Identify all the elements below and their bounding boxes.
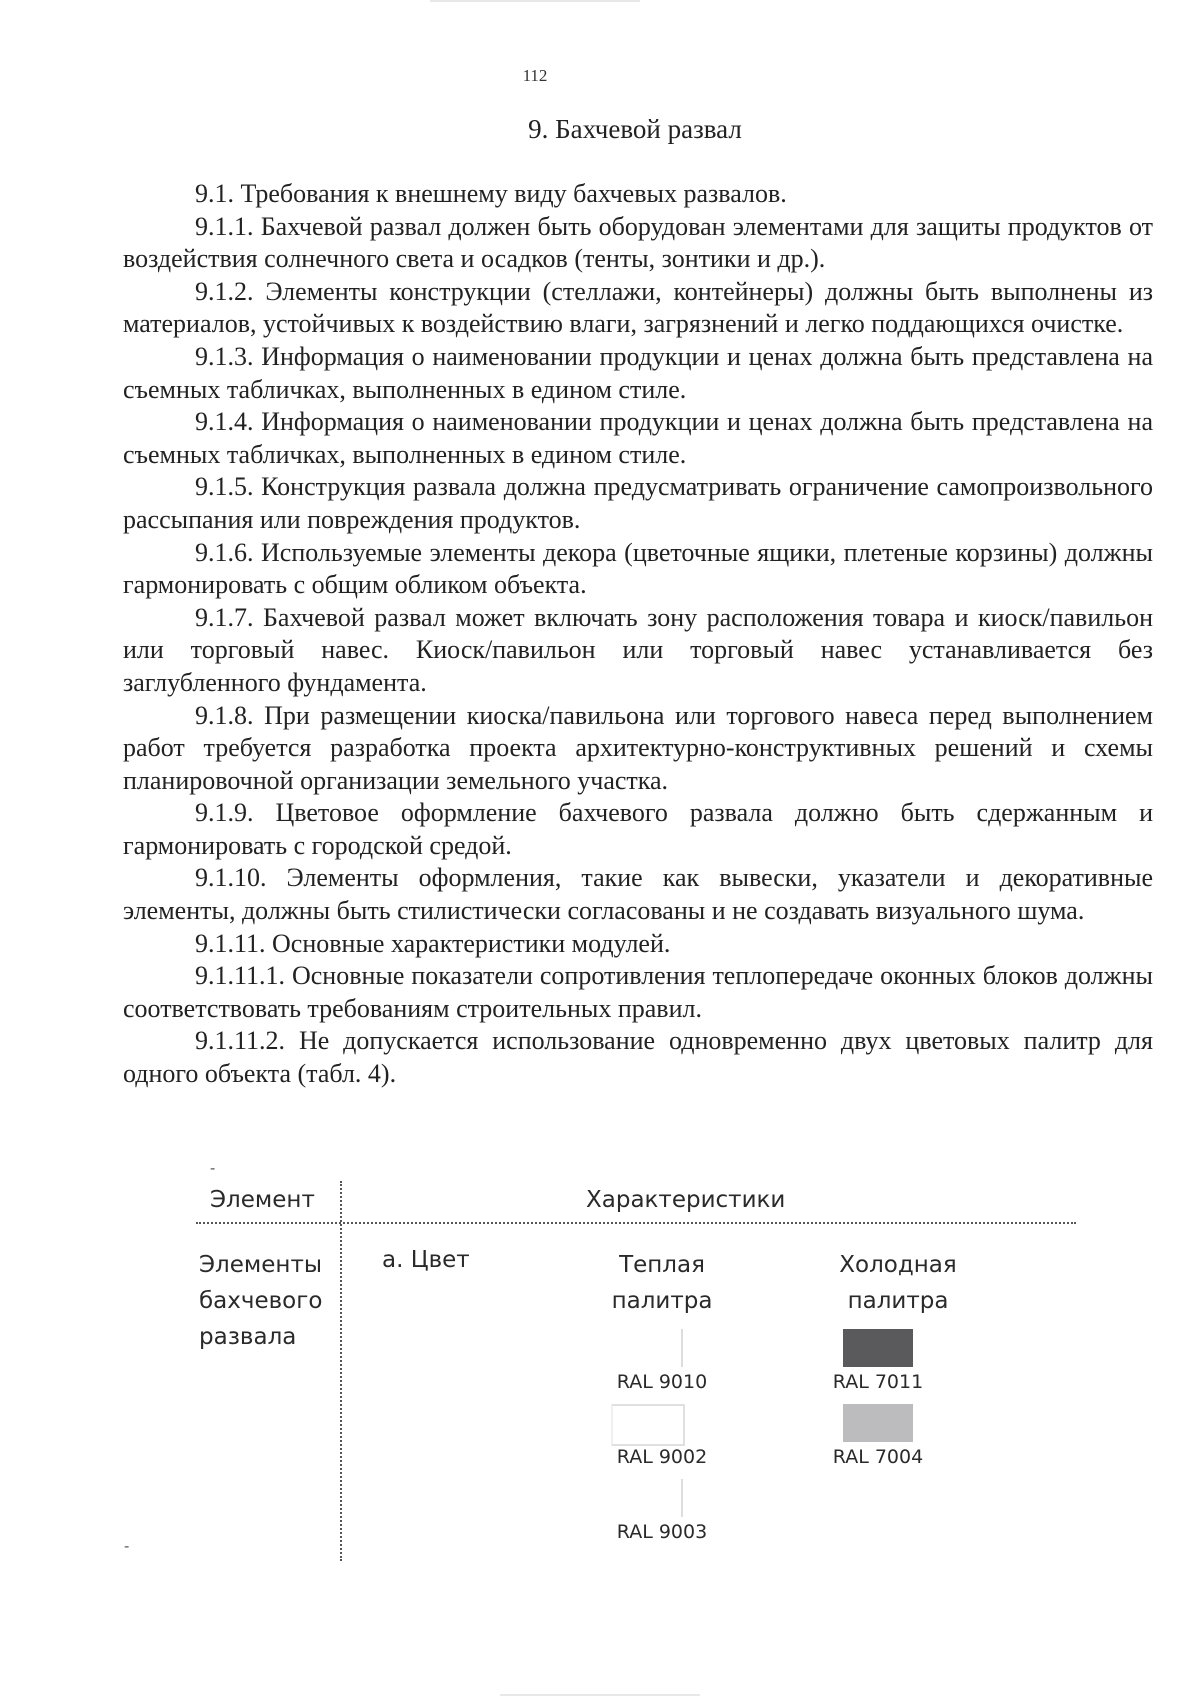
- warm-palette-label: Теплая палитра: [611, 1252, 713, 1314]
- ral-code-label: RAL 9010: [616, 1371, 708, 1393]
- stray-mark: -: [210, 1160, 216, 1177]
- page-number: 112: [522, 66, 548, 85]
- colour-swatch-ral-7011: [843, 1329, 913, 1367]
- paragraph: 9.1.9. Цветовое оформление бахчевого развала должно быть сдержанным и гармонировать с городской средой.: [123, 798, 1153, 860]
- paragraph: 9.1. Требования к внешнему виду бахчевых развалов.: [195, 179, 787, 208]
- table-cell-element: Элементы бахчевого развала: [199, 1252, 323, 1350]
- table-cell-attribute: а. Цвет: [382, 1247, 470, 1273]
- colour-swatch-ral-9002: [611, 1404, 685, 1446]
- paragraph: 9.1.8. При размещении киоска/павильона или торгового навеса перед выполнением работ требуется разработка проекта архитектурно-конструктивных решений и схемы планировочной организации земельного участка.: [123, 700, 1153, 795]
- colour-swatch-ral-9003: [611, 1479, 683, 1517]
- body-text: [123, 178, 1153, 1091]
- section-heading: 9. Бахчевой развал: [528, 114, 742, 144]
- paragraph: 9.1.5. Конструкция развала должна предусматривать ограничение самопроизвольного рассыпания или повреждения продуктов.: [123, 472, 1153, 534]
- ral-code-label: RAL 7011: [832, 1371, 924, 1393]
- paragraph: 9.1.2. Элементы конструкции (стеллажи, контейнеры) должны быть выполнены из материалов, устойчивых к воздействию влаги, загрязнений и легко поддающихся очистке.: [123, 276, 1153, 339]
- paragraph: 9.1.4. Информация о наименовании продукции и ценах должна быть представлена на съемных табличках, выполненных в едином стиле.: [123, 407, 1153, 469]
- table-header-characteristics: Характеристики: [586, 1187, 786, 1213]
- ral-code-label: RAL 9003: [616, 1521, 708, 1543]
- column-divider: [340, 1181, 342, 1561]
- paragraph: 9.1.3. Информация о наименовании продукции и ценах должна быть представлена на съемных табличках, выполненных в едином стиле.: [123, 341, 1153, 404]
- colour-table: [196, 1165, 1076, 1551]
- table-header-element: Элемент: [210, 1187, 315, 1213]
- paragraph: 9.1.10. Элементы оформления, такие как вывески, указатели и декоративные элементы, должны быть стилистически согласованы и не создавать визуального шума.: [123, 863, 1153, 926]
- ral-code-label: RAL 7004: [832, 1446, 924, 1468]
- paragraph: 9.1.11.2. Не допускается использование одновременно двух цветовых палитр для одного объекта (табл. 4).: [123, 1026, 1153, 1089]
- paragraph: 9.1.7. Бахчевой развал может включать зону расположения товара и киоск/павильон или торговый навес. Киоск/павильон или торговый навес устанавливается без заглубленного фундамента.: [123, 602, 1153, 697]
- scan-artifact-top: [430, 0, 640, 2]
- colour-swatch-ral-9010: [611, 1329, 683, 1367]
- paragraph: 9.1.1. Бахчевой развал должен быть оборудован элементами для защиты продуктов от воздействия солнечного света и осадков (тенты, зонтики и др.).: [123, 211, 1153, 274]
- ral-code-label: RAL 9002: [616, 1446, 708, 1468]
- header-divider: [196, 1222, 1076, 1224]
- cold-palette-label: Холодная палитра: [839, 1252, 957, 1314]
- paragraph: 9.1.11.1. Основные показатели сопротивления теплопередаче оконных блоков должны соответствовать требованиям строительных правил.: [123, 961, 1153, 1023]
- stray-mark: -: [124, 1538, 130, 1555]
- paragraph: 9.1.6. Используемые элементы декора (цветочные ящики, плетеные корзины) должны гармонировать с общим обликом объекта.: [123, 537, 1153, 600]
- colour-swatch-ral-7004: [843, 1404, 913, 1442]
- paragraph: 9.1.11. Основные характеристики модулей.: [195, 928, 671, 958]
- scan-artifact-bottom: [500, 1694, 700, 1696]
